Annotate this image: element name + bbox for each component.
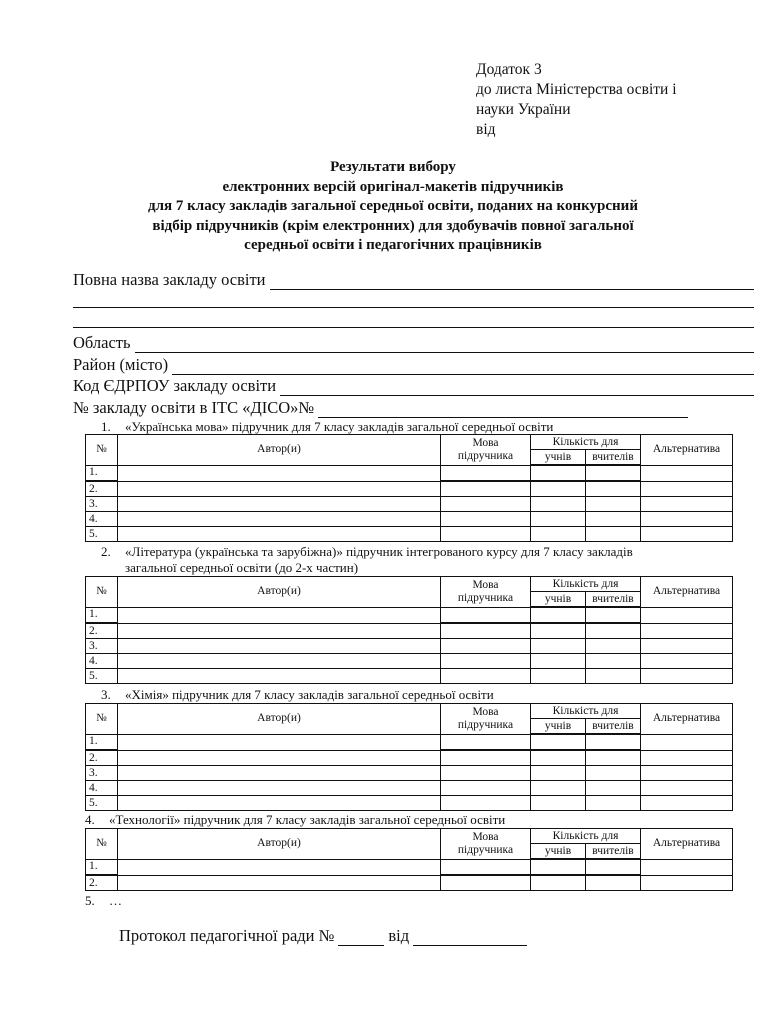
alternative-cell[interactable] xyxy=(641,766,733,781)
addendum-line: науки України xyxy=(476,101,571,118)
students-cell[interactable] xyxy=(531,796,586,811)
language-cell[interactable] xyxy=(441,654,531,669)
institution-name-line-2[interactable] xyxy=(73,307,754,308)
students-cell[interactable] xyxy=(531,875,586,891)
row-number: 4. xyxy=(86,512,118,527)
disco-number-label: № закладу освіти в ІТС «ДІСО»№ xyxy=(73,398,315,417)
header-num: № xyxy=(86,704,118,735)
disco-number-field xyxy=(73,398,688,418)
section-heading-2 xyxy=(101,544,633,559)
author-cell[interactable] xyxy=(118,859,441,875)
section-text: «Українська мова» підручник для 7 класу закладів загальної середньої освіти xyxy=(125,419,554,434)
table-row xyxy=(86,639,733,654)
teachers-cell[interactable] xyxy=(586,654,641,669)
table-row xyxy=(86,654,733,669)
language-cell[interactable] xyxy=(441,750,531,766)
protocol-line xyxy=(119,926,527,946)
section-number: 4. xyxy=(85,812,95,827)
header-teachers: вчителів xyxy=(586,450,641,466)
header-language: Мова підручника xyxy=(441,829,531,860)
row-number: 1. xyxy=(86,734,118,750)
author-cell[interactable] xyxy=(118,781,441,796)
alternative-cell[interactable] xyxy=(641,796,733,811)
protocol-number-input-line[interactable] xyxy=(338,931,384,946)
author-cell[interactable] xyxy=(118,465,441,481)
table-row xyxy=(86,875,733,891)
table-row xyxy=(86,796,733,811)
row-number: 2. xyxy=(86,875,118,891)
table-row xyxy=(86,607,733,623)
alternative-cell[interactable] xyxy=(641,750,733,766)
row-number: 4. xyxy=(86,781,118,796)
institution-name-line-3[interactable] xyxy=(73,327,754,328)
region-input-line[interactable] xyxy=(135,338,754,353)
alternative-cell[interactable] xyxy=(641,875,733,891)
alternative-cell[interactable] xyxy=(641,734,733,750)
row-number: 5. xyxy=(86,796,118,811)
table-row xyxy=(86,750,733,766)
institution-name-label: Повна назва закладу освіти xyxy=(73,270,266,289)
header-language: Мова підручника xyxy=(441,704,531,735)
language-cell[interactable] xyxy=(441,859,531,875)
row-number: 3. xyxy=(86,639,118,654)
language-cell[interactable] xyxy=(441,512,531,527)
students-cell[interactable] xyxy=(531,639,586,654)
institution-name-input-line[interactable] xyxy=(270,275,754,290)
alternative-cell[interactable] xyxy=(641,639,733,654)
addendum-line: від xyxy=(476,121,496,138)
language-cell[interactable] xyxy=(441,497,531,512)
header-teachers: вчителів xyxy=(586,719,641,735)
students-cell[interactable] xyxy=(531,781,586,796)
author-cell[interactable] xyxy=(118,527,441,542)
author-cell[interactable] xyxy=(118,796,441,811)
header-alternative: Альтернатива xyxy=(641,829,733,860)
students-cell[interactable] xyxy=(531,481,586,497)
students-cell[interactable] xyxy=(531,859,586,875)
author-cell[interactable] xyxy=(118,512,441,527)
region-field xyxy=(73,333,754,353)
teachers-cell[interactable] xyxy=(586,527,641,542)
addendum-line: до листа Міністерства освіти і xyxy=(476,81,677,98)
table-row xyxy=(86,512,733,527)
textbook-table-2 xyxy=(85,576,733,684)
language-cell[interactable] xyxy=(441,639,531,654)
students-cell[interactable] xyxy=(531,766,586,781)
students-cell[interactable] xyxy=(531,623,586,639)
district-label: Район (місто) xyxy=(73,355,169,374)
alternative-cell[interactable] xyxy=(641,623,733,639)
teachers-cell[interactable] xyxy=(586,465,641,481)
language-cell[interactable] xyxy=(441,607,531,623)
alternative-cell[interactable] xyxy=(641,527,733,542)
alternative-cell[interactable] xyxy=(641,481,733,497)
language-cell[interactable] xyxy=(441,669,531,684)
section-text: «Технології» підручник для 7 класу закладів загальної середньої освіти xyxy=(109,812,506,827)
document-title xyxy=(60,158,726,256)
row-number: 2. xyxy=(86,481,118,497)
header-quantity: Кількість для xyxy=(531,435,641,450)
header-alternative: Альтернатива xyxy=(641,577,733,608)
author-cell[interactable] xyxy=(118,497,441,512)
row-number: 2. xyxy=(86,750,118,766)
header-students: учнів xyxy=(531,592,586,608)
alternative-cell[interactable] xyxy=(641,607,733,623)
teachers-cell[interactable] xyxy=(586,750,641,766)
header-num: № xyxy=(86,829,118,860)
teachers-cell[interactable] xyxy=(586,623,641,639)
students-cell[interactable] xyxy=(531,497,586,512)
author-cell[interactable] xyxy=(118,875,441,891)
teachers-cell[interactable] xyxy=(586,481,641,497)
section-text-continued: загальної середньої освіти (до 2-х частин) xyxy=(125,560,359,575)
alternative-cell[interactable] xyxy=(641,497,733,512)
header-language: Мова підручника xyxy=(441,435,531,466)
alternative-cell[interactable] xyxy=(641,781,733,796)
protocol-from-label: від xyxy=(388,926,410,945)
section-heading-3 xyxy=(101,687,494,702)
students-cell[interactable] xyxy=(531,669,586,684)
teachers-cell[interactable] xyxy=(586,512,641,527)
section-heading-1 xyxy=(101,419,553,434)
teachers-cell[interactable] xyxy=(586,796,641,811)
table-row xyxy=(86,527,733,542)
language-cell[interactable] xyxy=(441,766,531,781)
title-line: для 7 класу закладів загальної середньої освіти, поданих на конкурсний xyxy=(148,198,638,214)
teachers-cell[interactable] xyxy=(586,781,641,796)
teachers-cell[interactable] xyxy=(586,607,641,623)
header-teachers: вчителів xyxy=(586,592,641,608)
header-language: Мова підручника xyxy=(441,577,531,608)
teachers-cell[interactable] xyxy=(586,859,641,875)
alternative-cell[interactable] xyxy=(641,512,733,527)
edrpou-label: Код ЄДРПОУ закладу освіти xyxy=(73,376,277,395)
title-line: Результати вибору xyxy=(330,159,456,175)
author-cell[interactable] xyxy=(118,607,441,623)
language-cell[interactable] xyxy=(441,781,531,796)
author-cell[interactable] xyxy=(118,623,441,639)
students-cell[interactable] xyxy=(531,512,586,527)
teachers-cell[interactable] xyxy=(586,766,641,781)
header-num: № xyxy=(86,435,118,466)
table-row xyxy=(86,734,733,750)
section-number: 2. xyxy=(101,544,111,559)
header-students: учнів xyxy=(531,844,586,860)
author-cell[interactable] xyxy=(118,750,441,766)
protocol-label: Протокол педагогічної ради № xyxy=(119,926,335,945)
teachers-cell[interactable] xyxy=(586,497,641,512)
table-row xyxy=(86,766,733,781)
row-number: 1. xyxy=(86,859,118,875)
language-cell[interactable] xyxy=(441,875,531,891)
addendum-block xyxy=(476,60,677,140)
protocol-date-input-line[interactable] xyxy=(413,931,527,946)
language-cell[interactable] xyxy=(441,465,531,481)
header-students: учнів xyxy=(531,719,586,735)
header-author: Автор(и) xyxy=(118,577,441,608)
section-text: «Хімія» підручник для 7 класу закладів загальної середньої освіти xyxy=(125,687,494,702)
teachers-cell[interactable] xyxy=(586,669,641,684)
row-number: 1. xyxy=(86,465,118,481)
table-row xyxy=(86,623,733,639)
institution-name-field xyxy=(73,270,754,290)
author-cell[interactable] xyxy=(118,654,441,669)
textbook-table-4 xyxy=(85,828,733,891)
alternative-cell[interactable] xyxy=(641,859,733,875)
title-line: електронних версій оригінал-макетів підручників xyxy=(222,178,564,195)
district-field xyxy=(73,355,754,375)
addendum-line: Додаток 3 xyxy=(476,61,542,78)
row-number: 4. xyxy=(86,654,118,669)
section-number: 3. xyxy=(101,687,111,702)
students-cell[interactable] xyxy=(531,527,586,542)
table-row xyxy=(86,481,733,497)
header-students: учнів xyxy=(531,450,586,466)
edrpou-input-line[interactable] xyxy=(280,381,754,396)
region-label: Область xyxy=(73,333,131,352)
district-input-line[interactable] xyxy=(172,360,754,375)
teachers-cell[interactable] xyxy=(586,639,641,654)
row-number: 3. xyxy=(86,497,118,512)
title-line: середньої освіти і педагогічних працівників xyxy=(244,237,542,253)
language-cell[interactable] xyxy=(441,481,531,497)
table-row xyxy=(86,781,733,796)
header-alternative: Альтернатива xyxy=(641,435,733,466)
header-author: Автор(и) xyxy=(118,435,441,466)
students-cell[interactable] xyxy=(531,654,586,669)
students-cell[interactable] xyxy=(531,607,586,623)
row-number: 2. xyxy=(86,623,118,639)
students-cell[interactable] xyxy=(531,750,586,766)
table-row xyxy=(86,497,733,512)
row-number: 1. xyxy=(86,607,118,623)
header-author: Автор(и) xyxy=(118,829,441,860)
author-cell[interactable] xyxy=(118,669,441,684)
table-row xyxy=(86,465,733,481)
language-cell[interactable] xyxy=(441,527,531,542)
students-cell[interactable] xyxy=(531,465,586,481)
students-cell[interactable] xyxy=(531,734,586,750)
textbook-table-1 xyxy=(85,434,733,542)
language-cell[interactable] xyxy=(441,623,531,639)
author-cell[interactable] xyxy=(118,734,441,750)
table-row xyxy=(86,669,733,684)
alternative-cell[interactable] xyxy=(641,669,733,684)
language-cell[interactable] xyxy=(441,796,531,811)
disco-number-input-line[interactable] xyxy=(318,403,688,418)
teachers-cell[interactable] xyxy=(586,875,641,891)
author-cell[interactable] xyxy=(118,639,441,654)
section-number: 5. xyxy=(85,893,95,908)
header-quantity: Кількість для xyxy=(531,704,641,719)
edrpou-field xyxy=(73,376,754,396)
row-number: 3. xyxy=(86,766,118,781)
section-text: … xyxy=(109,893,122,908)
language-cell[interactable] xyxy=(441,734,531,750)
header-alternative: Альтернатива xyxy=(641,704,733,735)
alternative-cell[interactable] xyxy=(641,465,733,481)
header-num: № xyxy=(86,577,118,608)
author-cell[interactable] xyxy=(118,481,441,497)
section-heading-5 xyxy=(85,893,122,908)
row-number: 5. xyxy=(86,669,118,684)
alternative-cell[interactable] xyxy=(641,654,733,669)
header-quantity: Кількість для xyxy=(531,829,641,844)
author-cell[interactable] xyxy=(118,766,441,781)
teachers-cell[interactable] xyxy=(586,734,641,750)
section-number: 1. xyxy=(101,419,111,434)
header-author: Автор(и) xyxy=(118,704,441,735)
section-text: «Література (українська та зарубіжна)» підручник інтегрованого курсу для 7 класу закладів xyxy=(125,544,633,559)
textbook-table-3 xyxy=(85,703,733,811)
header-quantity: Кількість для xyxy=(531,577,641,592)
header-teachers: вчителів xyxy=(586,844,641,860)
title-line: відбір підручників (крім електронних) для здобувачів повної загальної xyxy=(152,217,634,234)
section-heading-2-cont xyxy=(125,560,358,575)
table-row xyxy=(86,859,733,875)
row-number: 5. xyxy=(86,527,118,542)
section-heading-4 xyxy=(85,812,505,827)
